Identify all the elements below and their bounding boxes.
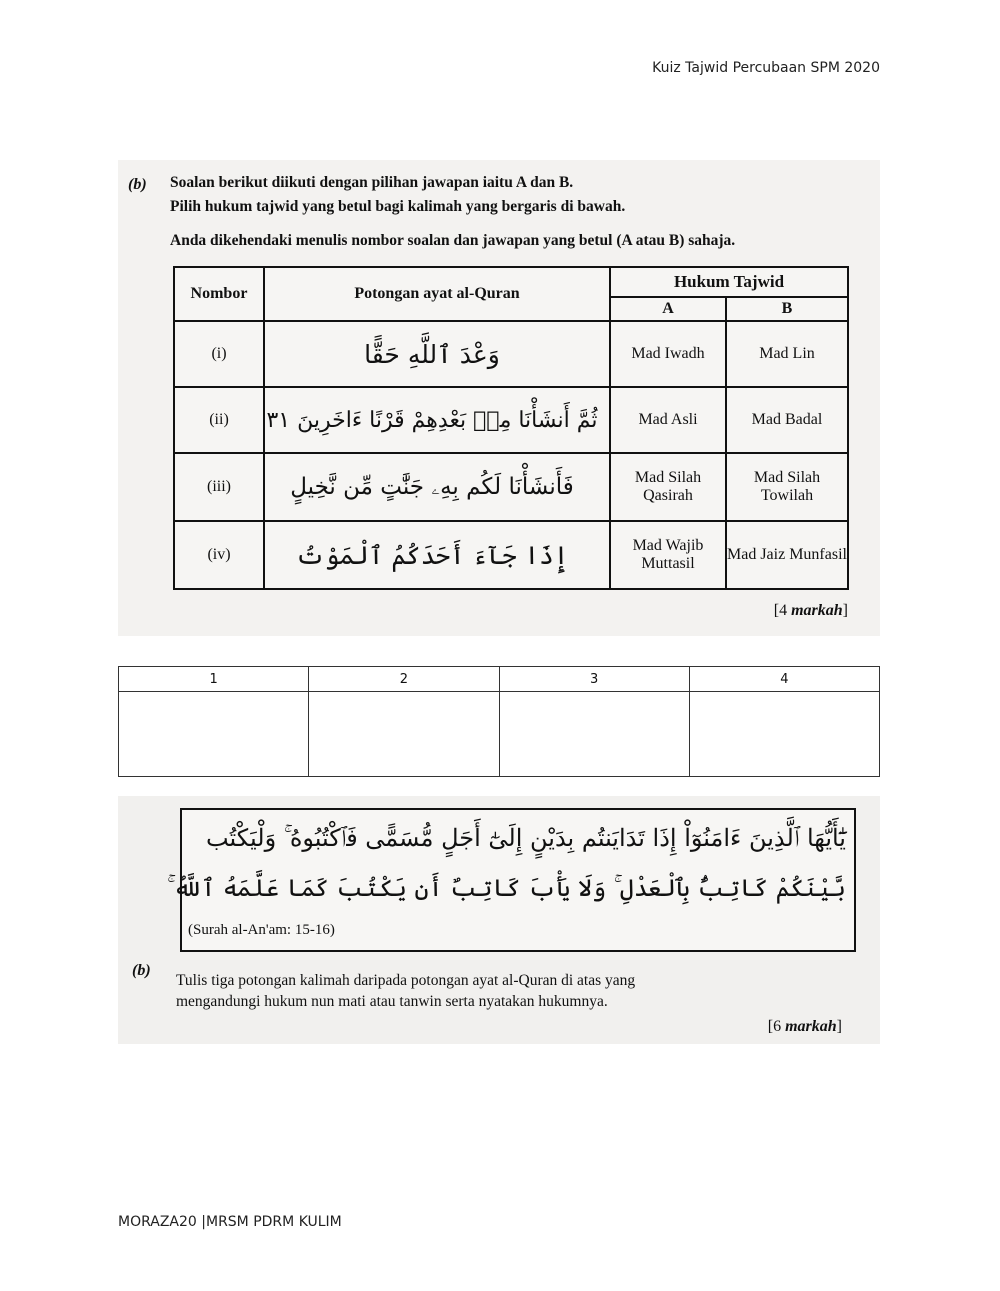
question-label: (b) — [128, 176, 147, 193]
option-b: Mad Lin — [726, 321, 848, 387]
row-number: (iv) — [174, 521, 264, 589]
option-a: Mad Silah Qasirah — [610, 453, 726, 521]
answer-header-2: 2 — [309, 667, 499, 692]
scanned-question-2 — [118, 796, 880, 1044]
instruction-line-3: Anda dikehendaki menulis nombor soalan dan jawapan yang betul (A atau B) sahaja. — [170, 232, 736, 249]
col-potongan: Potongan ayat al-Quran — [264, 267, 610, 321]
table-row — [174, 321, 848, 387]
surah-reference: (Surah al-An'am: 15-16) — [188, 922, 335, 938]
answer-header-3: 3 — [499, 667, 689, 692]
instruction-line-1: Soalan berikut diikuti dengan pilihan jawapan iaitu A dan B. — [170, 174, 574, 191]
option-a: Mad Iwadh — [610, 321, 726, 387]
ayat-line-2: بَّيْنَكُمْ كَاتِبٌۢ بِٱلْعَدْلِ ۚ وَلَا يَأْبَ كَاتِبٌ أَن يَكْتُبَ كَمَا عَلَّمَهُ ٱللَّهُ ۚ — [167, 874, 846, 902]
marks-bracket: ] — [842, 602, 848, 619]
marks-bracket: ] — [836, 1018, 842, 1035]
row-number: (ii) — [174, 387, 264, 453]
ayat-text: إِذَا جَآءَ أَحَدَكُمُ ٱلْمَوْتُ — [264, 521, 610, 589]
row-number: (i) — [174, 321, 264, 387]
option-a: Mad Wajib Muttasil — [610, 521, 726, 589]
answer-header-1: 1 — [119, 667, 309, 692]
col-b: B — [726, 297, 848, 321]
table-row — [174, 453, 848, 521]
question-label: (b) — [132, 962, 151, 979]
marks-label — [768, 1018, 842, 1036]
answer-table — [118, 666, 880, 777]
table-row — [174, 387, 848, 453]
marks-word: markah — [785, 1018, 837, 1035]
ayat-text: وَعْدَ ٱللَّهِ حَقًّا — [264, 321, 610, 387]
ayat-text: ثُمَّ أَنشَأْنَا مِنۢ بَعْدِهِمْ قَرْنًا ءَاخَرِينَ ٣١ — [264, 387, 610, 453]
row-number: (iii) — [174, 453, 264, 521]
quran-verse-box — [167, 808, 856, 952]
marks-number: [6 — [767, 1018, 786, 1035]
option-b: Mad Badal — [726, 387, 848, 453]
answer-header-4: 4 — [689, 667, 879, 692]
marks-word: markah — [791, 602, 843, 619]
col-hukum-tajwid: Hukum Tajwid — [610, 267, 848, 297]
ayat-text: فَأَنشَأْنَا لَكُم بِهِۦ جَنَّٰتٍ مِّن نَّخِيلٍ — [264, 453, 610, 521]
answer-cell-4[interactable] — [689, 692, 879, 777]
option-a: Mad Asli — [610, 387, 726, 453]
table-row — [174, 521, 848, 589]
page-footer: MORAZA20 |MRSM PDRM KULIM — [118, 1214, 342, 1230]
option-b: Mad Silah Towilah — [726, 453, 848, 521]
option-b: Mad Jaiz Munfasil — [726, 521, 848, 589]
question-line-1: Tulis tiga potongan kalimah daripada potongan ayat al-Quran di atas yang — [176, 972, 636, 989]
scanned-question-1 — [118, 160, 880, 636]
col-nombor: Nombor — [174, 267, 264, 321]
marks-label — [774, 602, 848, 620]
question-line-2: mengandungi hukum nun mati atau tanwin serta nyatakan hukumnya. — [176, 993, 608, 1010]
answer-cell-2[interactable] — [309, 692, 499, 777]
tajwid-table — [173, 266, 849, 590]
col-a: A — [610, 297, 726, 321]
marks-number: [4 — [773, 602, 792, 619]
answer-cell-3[interactable] — [499, 692, 689, 777]
instruction-line-2: Pilih hukum tajwid yang betul bagi kalimah yang bergaris di bawah. — [170, 198, 626, 215]
page-header: Kuiz Tajwid Percubaan SPM 2020 — [652, 60, 880, 76]
answer-cell-1[interactable] — [119, 692, 309, 777]
ayat-line-1: يَٰٓأَيُّهَا ٱلَّذِينَ ءَامَنُوٓاْ إِذَا تَدَايَنتُم بِدَيْنٍ إِلَىٰٓ أَجَلٍ مُّسَمًّى فَٱكْتُبُوهُ ۚ وَلْيَكْتُب — [205, 824, 846, 852]
